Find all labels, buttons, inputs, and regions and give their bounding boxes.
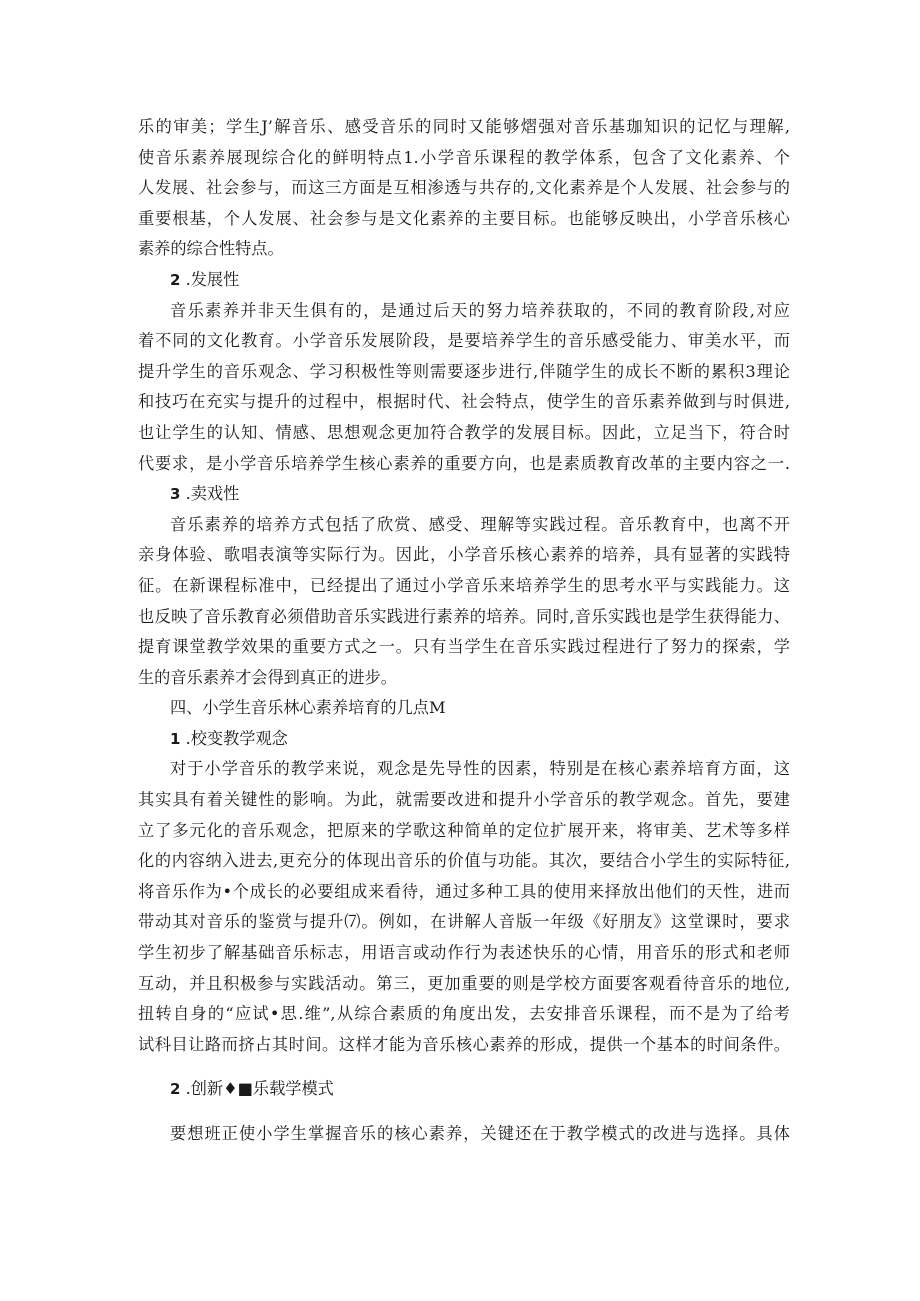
text-line: 音乐素养并非天生俱有的，是通过后天的努力培养获取的，不同的教育阶段,对应 bbox=[170, 300, 790, 320]
section-heading-teaching-mode bbox=[138, 1074, 790, 1105]
text-line: 提升学生的音乐观念、学习积极性等则需要逐步进行,伴随学生的成长不断的累积3理论 bbox=[138, 361, 790, 381]
part-heading: 四、小学生音乐林心素养培育的几点M bbox=[170, 698, 446, 718]
text-line: 使音乐素养展现综合化的鲜明特点1.小学音乐课程的教学体系，包含了文化素养、个 bbox=[138, 147, 790, 167]
text-line: 带动其对音乐的鉴赏与提升⑺。例如，在讲解人音版一年级《好朋友》这堂课时，要求 bbox=[138, 912, 790, 932]
text-line: 要想班正使小学生掌握音乐的核心素养，关键还在于教学模式的改进与选择。具体 bbox=[170, 1124, 790, 1143]
section-title: .创新♦■乐载学模式 bbox=[185, 1079, 334, 1099]
text-line: 对于小学音乐的教学来说，观念是先导性的因素，特别是在核心素养培育方面，这 bbox=[170, 759, 790, 779]
text-line: 征。在新课程标准中，已经提出了通过小学音乐来培养学生的思考水平与实践能力。这 bbox=[138, 575, 790, 595]
text-line: 乐的审美；学生J’解音乐、感受音乐的同时又能够熠强对音乐基珈知识的记忆与理解, bbox=[138, 117, 790, 136]
text-line: 提育课堂教学效果的重要方式之一。只有当学生在音乐实践过程进行了努力的探索，学 bbox=[138, 637, 790, 657]
section-number: 3 bbox=[170, 485, 181, 504]
section-heading-practice bbox=[138, 479, 790, 510]
section-title: .校变教学观念 bbox=[185, 728, 288, 748]
section-heading-teaching-concept bbox=[138, 724, 790, 755]
section-number: 2 bbox=[170, 1080, 181, 1099]
paragraph-practice bbox=[138, 510, 790, 694]
section-title: .发展性 bbox=[185, 269, 240, 289]
text-line: 着不同的文化教育。小学音乐发展阶段，是要培养学生的音乐感受能力、审美水平，而 bbox=[138, 331, 790, 351]
text-line: 素养的综合性特点。 bbox=[138, 239, 284, 259]
spacer bbox=[138, 1105, 790, 1119]
text-line: 音乐素养的培养方式包括了欣赏、感受、理解等实践过程。音乐教育中，也离不开 bbox=[170, 514, 790, 534]
text-line: 其实具有着关键性的影响。为此，就需要改进和提升小学音乐的教学观念。首先，要建 bbox=[138, 790, 790, 810]
text-line: 重要根基，个人发展、社会参与是文化素养的主要目标。也能够反映出，小学音乐核心 bbox=[138, 208, 790, 228]
section-number: 2 bbox=[170, 270, 181, 289]
text-line: 将音乐作为•个成长的必要组成来看待，通过多种工具的使用来择放出他们的天性，进而 bbox=[138, 881, 790, 901]
section-heading-development bbox=[138, 265, 790, 296]
text-line: 化的内容纳入进去,更充分的体现出音乐的价值与功能。其次，要结合小学生的实际特征, bbox=[138, 851, 790, 871]
text-line: 也反映了音乐教育必须借助音乐实践进行素养的培养。同时,音乐实践也是学生获得能力、 bbox=[138, 606, 790, 626]
spacer bbox=[138, 1060, 790, 1074]
paragraph-teaching-concept bbox=[138, 754, 790, 1060]
text-line: 立了多元化的音乐观念，把原来的学歌这种简单的定位扩展开来，将审美、艺术等多样 bbox=[138, 820, 790, 840]
text-line: 和技巧在充实与提升的过程中，根据时代、社会特点，使学生的音乐素养做到与时俱进, bbox=[138, 392, 790, 412]
text-line: 代要求，是小学音乐培养学生核心素养的重要方向，也是素质教育改革的主要内容之一. bbox=[138, 453, 790, 473]
text-line: 亲身体验、歌唱表演等实际行为。因此，小学音乐核心素养的培养，具有显著的实践特 bbox=[138, 545, 790, 565]
text-line: 人发展、社会参与，而这三方面是互相渗透与共存的,文化素养是个人发展、社会参与的 bbox=[138, 178, 790, 198]
section-number: 1 bbox=[170, 729, 181, 748]
document-page bbox=[138, 112, 790, 1150]
text-line: 也让学生的认知、情感、思想观念更加符合教学的发展目标。因此，立足当下，符合时 bbox=[138, 422, 790, 442]
text-line: 学生初步了解基础音乐标志，用语言或动作行为表述快乐的心情，用音乐的形式和老师 bbox=[138, 943, 790, 963]
section-title: .卖戏性 bbox=[185, 484, 240, 504]
text-line: 互动，并且积极参与实践活动。第三，更加重要的则是学校方面要客观看待音乐的地位, bbox=[138, 973, 790, 993]
text-line: 试科目让路而挤占其时间。这样才能为音乐核心素养的形成，提供一个基本的时间条件。 bbox=[138, 1034, 790, 1054]
text-line: 扭转自身的“应试•思.维”,从综合素质的角度出发，去安排音乐课程，而不是为了给考 bbox=[138, 1004, 790, 1024]
paragraph-teaching-mode bbox=[138, 1119, 790, 1150]
paragraph-intro bbox=[138, 112, 790, 265]
text-line: 生的音乐素养才会得到真正的进步。 bbox=[138, 667, 397, 687]
paragraph-development bbox=[138, 296, 790, 480]
